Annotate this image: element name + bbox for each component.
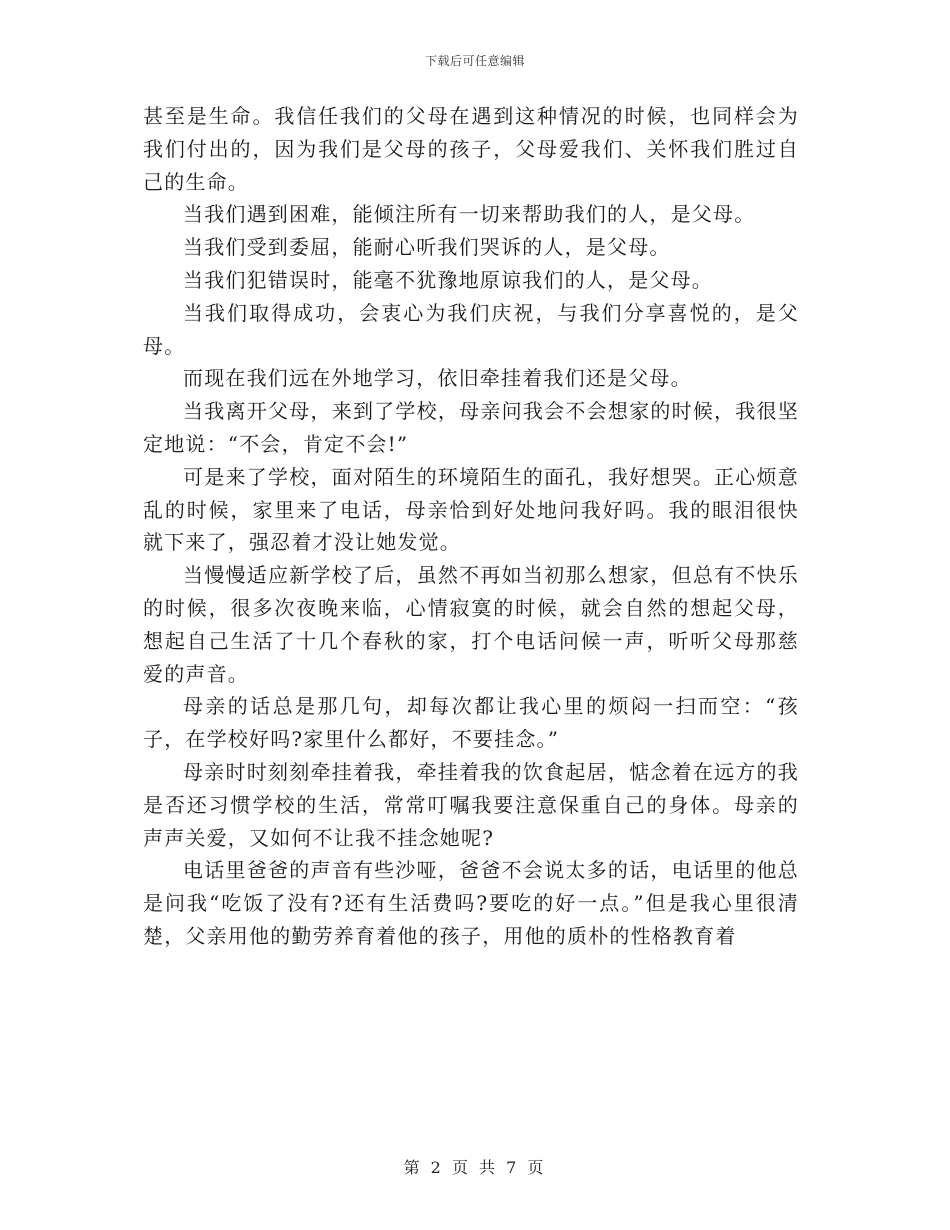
paragraph: 甚至是生命。我信任我们的父母在遇到这种情况的时候，也同样会为我们付出的，因为我们是父母的孩子，父母爱我们、关怀我们胜过自己的生命。 — [143, 104, 799, 194]
paragraph: 当慢慢适应新学校了后，虽然不再如当初那么想家，但总有不快乐的时候，很多次夜晚来临，心情寂寞的时候，就会自然的想起父母，想起自己生活了十几个春秋的家，打个电话问候一声，听听父母那慈爱的声音。 — [143, 563, 799, 686]
paragraph: 电话里爸爸的声音有些沙哑，爸爸不会说太多的话，电话里的他总是问我“吃饭了没有?还有生活费吗?要吃的好一点。”但是我心里很清楚，父亲用他的勤劳养育着他的孩子，用他的质朴的性格教育着 — [143, 858, 799, 948]
document-body — [143, 100, 799, 953]
page-footer: 第 2 页 共 7 页 — [403, 1158, 547, 1177]
paragraph: 母亲时时刻刻牵挂着我，牵挂着我的饮食起居，惦念着在远方的我是否还习惯学校的生活，常常叮嘱我要注意保重自己的身体。母亲的声声关爱，又如何不让我不挂念她呢? — [143, 759, 799, 850]
paragraph: 可是来了学校，面对陌生的环境陌生的面孔，我好想哭。正心烦意乱的时候，家里来了电话，母亲恰到好处地问我好吗。我的眼泪很快就下来了，强忍着才没让她发觉。 — [143, 464, 799, 555]
paragraph: 当我们受到委屈，能耐心听我们哭诉的人，是父母。 — [183, 235, 671, 260]
paragraph: 母亲的话总是那几句，却每次都让我心里的烦闷一扫而空：“孩子，在学校好吗?家里什么都好，不要挂念。” — [143, 694, 799, 752]
paragraph: 当我们犯错误时，能毫不犹豫地原谅我们的人，是父母。 — [183, 267, 713, 292]
paragraph: 当我们遇到困难，能倾注所有一切来帮助我们的人，是父母。 — [183, 202, 756, 227]
paragraph: 而现在我们远在外地学习，依旧牵挂着我们还是父母。 — [183, 366, 692, 391]
paragraph: 当我离开父母，来到了学校，母亲问我会不会想家的时候，我很坚定地说：“不会，肯定不会!” — [143, 399, 799, 456]
page-header: 下载后可任意编辑 — [424, 54, 525, 68]
paragraph: 当我们取得成功，会衷心为我们庆祝，与我们分享喜悦的，是父母。 — [143, 300, 799, 358]
